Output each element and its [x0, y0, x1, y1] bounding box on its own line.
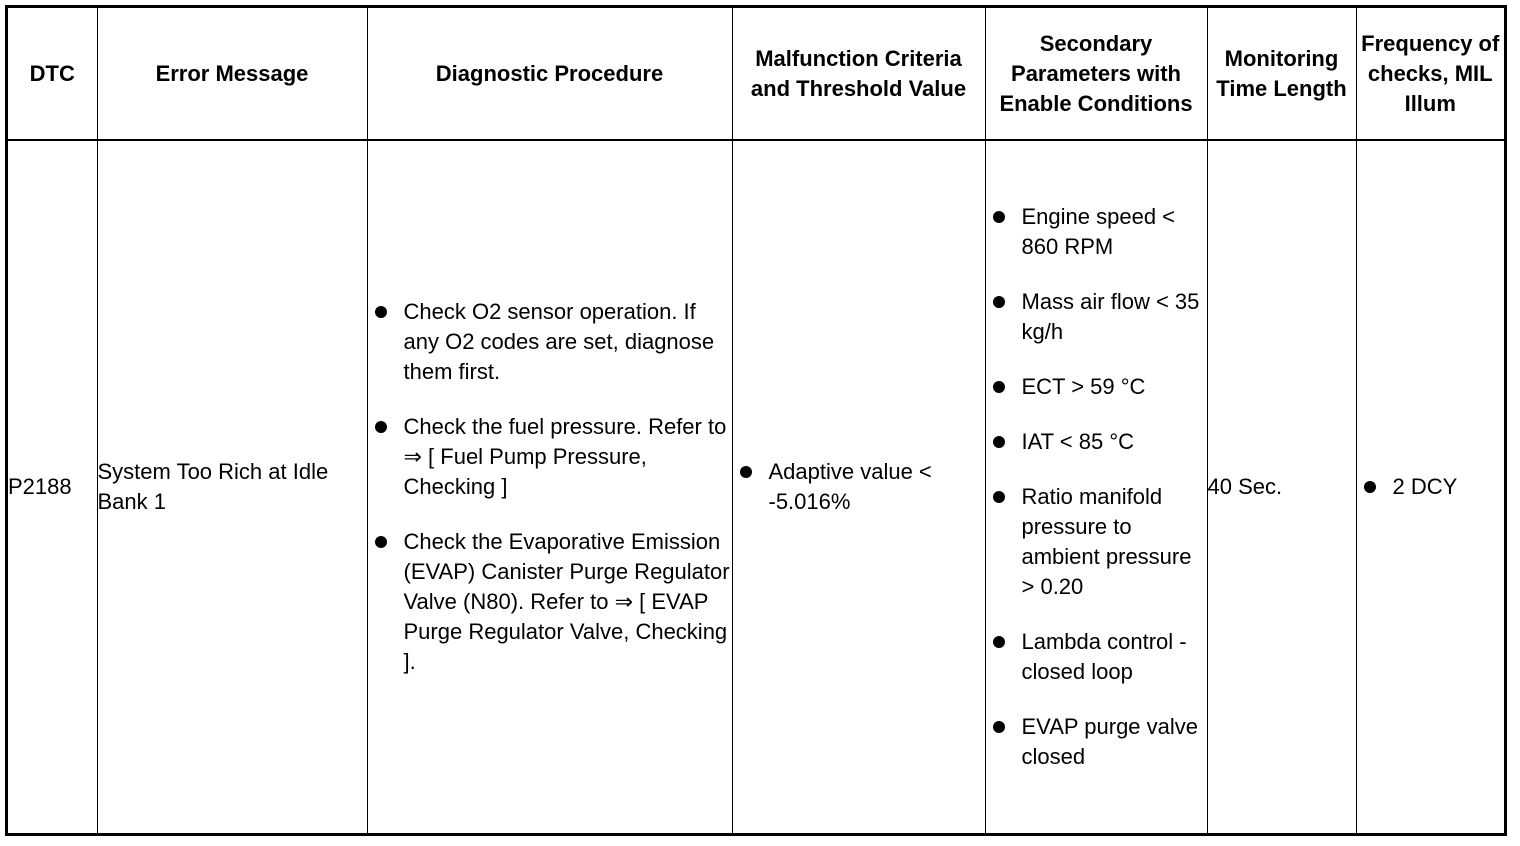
secondary-parameters-list — [986, 202, 1207, 772]
list-item — [368, 527, 732, 677]
list-item — [986, 287, 1207, 347]
criteria-item-1: Adaptive value < -5.016% — [768, 459, 932, 514]
malfunction-criteria-cell — [732, 140, 985, 833]
bullet-icon — [375, 536, 387, 548]
secondary-parameters-cell — [985, 140, 1207, 833]
list-item — [368, 297, 732, 387]
table-row — [8, 140, 1504, 833]
bullet-icon — [993, 491, 1005, 503]
list-item — [733, 457, 985, 517]
header-row — [8, 8, 1504, 140]
frequency-item-1: 2 DCY — [1392, 474, 1458, 499]
bullet-icon — [993, 381, 1005, 393]
procedure-step-3: Check the Evaporative Emission (EVAP) Canister Purge Regulator Valve (N80). Refer to ⇒ [ EVAP Purge Regulator Valve, Checking ]. — [403, 529, 730, 674]
error-message: System Too Rich at Idle Bank 1 — [97, 140, 367, 833]
dtc-table — [8, 8, 1504, 833]
parameter-item-4: IAT < 85 °C — [1021, 429, 1135, 454]
bullet-icon — [375, 421, 387, 433]
list-item — [1357, 472, 1505, 502]
header-secondary-parameters: Secondary Parameters with Enable Conditions — [985, 8, 1207, 140]
list-item — [986, 712, 1207, 772]
monitoring-time: 40 Sec. — [1207, 140, 1356, 833]
bullet-icon — [740, 466, 752, 478]
list-item — [986, 372, 1207, 402]
procedure-step-2: Check the fuel pressure. Refer to ⇒ [ Fuel Pump Pressure, Checking ] — [403, 414, 727, 499]
header-frequency: Frequency of checks, MIL Illum — [1356, 8, 1504, 140]
list-item — [986, 627, 1207, 687]
bullet-icon — [993, 721, 1005, 733]
parameter-item-1: Engine speed < 860 RPM — [1021, 204, 1176, 259]
header-dtc: DTC — [8, 8, 97, 140]
header-error-message: Error Message — [97, 8, 367, 140]
parameter-item-3: ECT > 59 °C — [1021, 374, 1146, 399]
parameter-item-2: Mass air flow < 35 kg/h — [1021, 289, 1200, 344]
parameter-item-7: EVAP purge valve closed — [1021, 714, 1199, 769]
list-item — [986, 202, 1207, 262]
dtc-code: P2188 — [8, 140, 97, 833]
list-item — [986, 482, 1207, 602]
bullet-icon — [993, 436, 1005, 448]
bullet-icon — [993, 211, 1005, 223]
bullet-icon — [375, 306, 387, 318]
parameter-item-6: Lambda control - closed loop — [1021, 629, 1187, 684]
header-monitoring-time: Monitoring Time Length — [1207, 8, 1356, 140]
header-diagnostic-procedure: Diagnostic Procedure — [367, 8, 732, 140]
header-malfunction-criteria: Malfunction Criteria and Threshold Value — [732, 8, 985, 140]
diagnostic-procedure-cell — [367, 140, 732, 833]
list-item — [986, 427, 1207, 457]
list-item — [368, 412, 732, 502]
diagnostic-procedure-list — [368, 297, 732, 677]
frequency-list — [1357, 472, 1505, 502]
bullet-icon — [1364, 481, 1376, 493]
malfunction-criteria-list — [733, 457, 985, 517]
bullet-icon — [993, 636, 1005, 648]
parameter-item-5: Ratio manifold pressure to ambient pressure > 0.20 — [1021, 484, 1192, 599]
bullet-icon — [993, 296, 1005, 308]
dtc-table-frame — [5, 5, 1507, 836]
frequency-cell — [1356, 140, 1504, 833]
procedure-step-1: Check O2 sensor operation. If any O2 codes are set, diagnose them first. — [403, 299, 715, 384]
